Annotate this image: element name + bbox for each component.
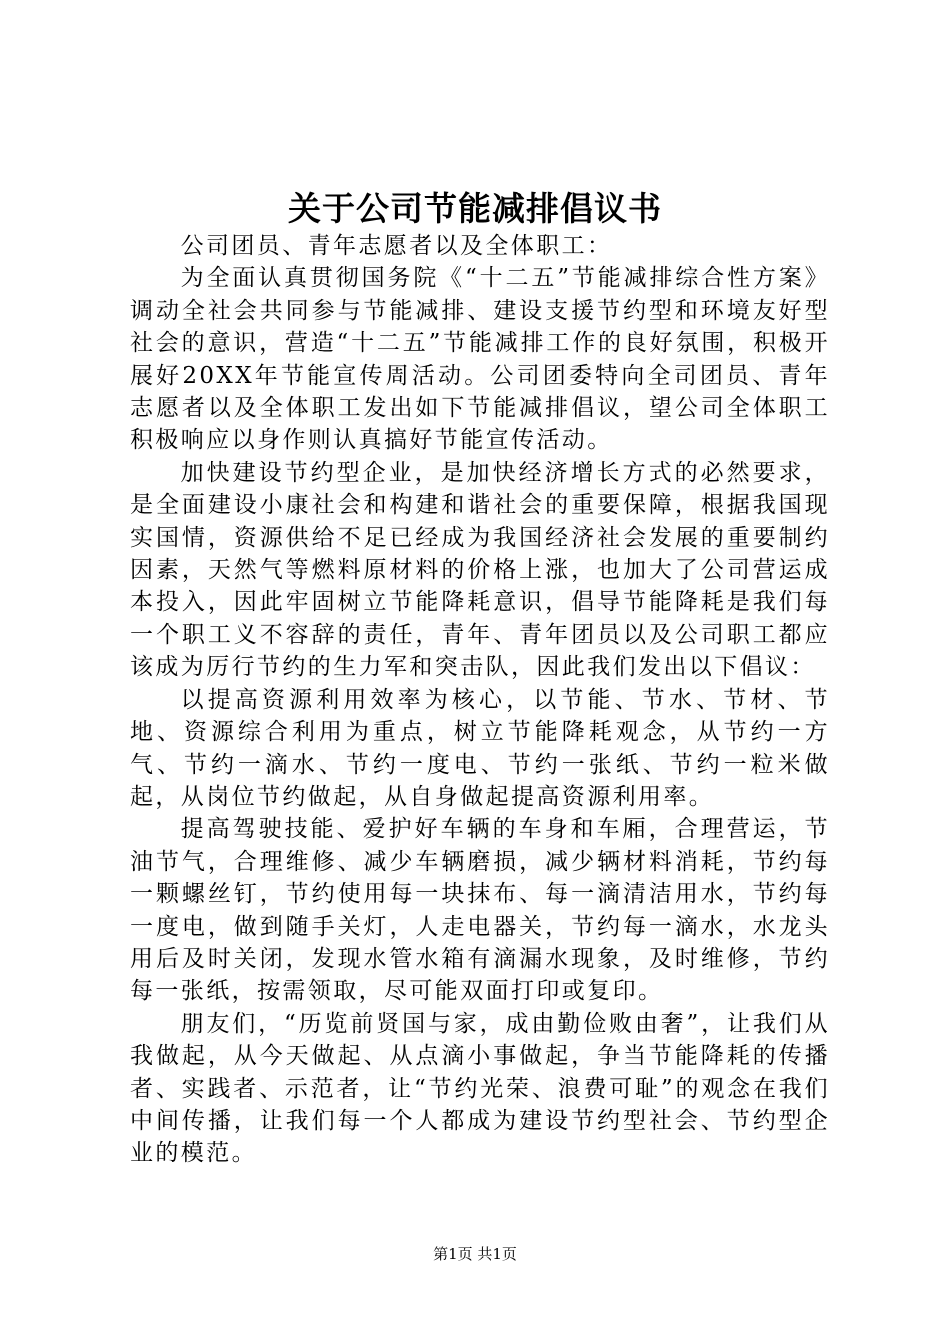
document-body <box>130 230 830 1170</box>
paragraph-3: 以提高资源利用效率为核心，以节能、节水、节材、节地、资源综合利用为重点，树立节能降耗观念，从节约一方气、节约一滴水、节约一度电、节约一张纸、节约一粒米做起，从岗位节约做起，从自身做起提高资源利用率。 <box>130 686 830 810</box>
document-title: 关于公司节能减排倡议书 <box>288 189 662 228</box>
paragraph-4: 提高驾驶技能、爱护好车辆的车身和车厢，合理营运，节油节气，合理维修、减少车辆磨损，减少辆材料消耗，节约每一颗螺丝钉，节约使用每一块抹布、每一滴清洁用水，节约每一度电，做到随手关灯，人走电器关，节约每一滴水，水龙头用后及时关闭，发现水管水箱有滴漏水现象，及时维修，节约每一张纸，按需领取，尽可能双面打印或复印。 <box>130 816 830 1005</box>
paragraph-2: 加快建设节约型企业，是加快经济增长方式的必然要求，是全面建设小康社会和构建和谐社会的重要保障，根据我国现实国情，资源供给不足已经成为我国经济社会发展的重要制约因素，天然气等燃料原材料的价格上涨，也加大了公司营运成本投入，因此牢固树立节能降耗意识，倡导节能降耗是我们每一个职工义不容辞的责任，青年、青年团员以及公司职工都应该成为厉行节约的生力军和突击队，因此我们发出以下倡议： <box>130 459 830 681</box>
paragraph-1: 为全面认真贯彻国务院《“十二五”节能减排综合性方案》调动全社会共同参与节能减排、建设支援节约型和环境友好型社会的意识，营造“十二五”节能减排工作的良好氛围，积极开展好20XX年节能宣传周活动。公司团委特向全司团员、青年志愿者以及全体职工发出如下节能减排倡议，望公司全体职工积极响应以身作则认真搞好节能宣传活动。 <box>130 265 830 454</box>
paragraph-5: 朋友们，“历览前贤国与家，成由勤俭败由奢”，让我们从我做起，从今天做起、从点滴小事做起，争当节能降耗的传播者、实践者、示范者，让“节约光荣、浪费可耻”的观念在我们中间传播，让我们每一个人都成为建设节约型社会、节约型企业的模范。 <box>130 1010 830 1167</box>
salutation: 公司团员、青年志愿者以及全体职工： <box>180 233 613 259</box>
page-footer: 第1页 共1页 <box>433 1245 517 1263</box>
